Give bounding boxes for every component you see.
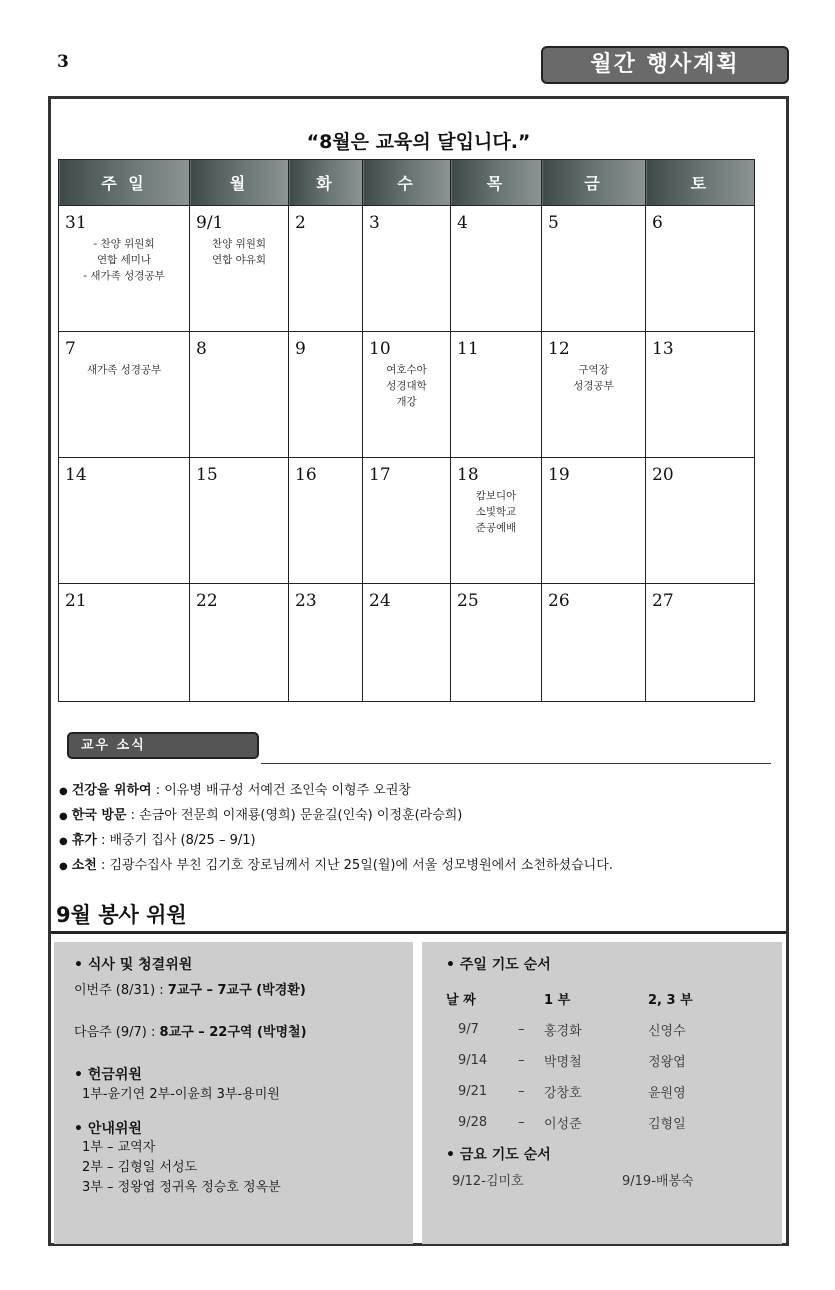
service-title: 9월 봉사 위원 xyxy=(56,903,187,927)
weekday-header: 토 xyxy=(646,160,755,206)
day-number: 24 xyxy=(369,591,391,611)
service-left-panel xyxy=(54,942,413,1244)
day-event: - 찬양 위원회 연합 세미나 - 새가족 성경공부 xyxy=(83,238,165,282)
day-number: 21 xyxy=(65,591,87,611)
day-number: 3 xyxy=(369,213,380,233)
calendar-day-cell xyxy=(542,332,646,458)
prayer-header-second: 2, 3 부 xyxy=(648,992,693,1008)
weekday-header: 주 일 xyxy=(59,160,190,206)
sunday-prayer-table xyxy=(446,982,748,1138)
prayer-row: 9/28 – 이성준 김형일 xyxy=(458,1115,686,1132)
day-number: 14 xyxy=(65,465,87,485)
prayer-row: 9/21 – 강창호 윤원영 xyxy=(458,1084,686,1101)
calendar-day-cell xyxy=(646,332,755,458)
day-number: 18 xyxy=(457,465,479,485)
sunday-prayer-title: • 주일 기도 순서 xyxy=(446,957,551,973)
prayer-row: 9/7 – 홍경화 신영수 xyxy=(458,1022,686,1039)
bullet-icon: ● xyxy=(59,786,68,797)
page-number: 3 xyxy=(57,52,69,72)
usher-line: 1부 – 교역자 xyxy=(82,1140,156,1155)
calendar-day-cell xyxy=(289,332,363,458)
news-item: ● 한국 방문 : 손금아 전문희 이재룡(영희) 문윤길(인숙) 이정훈(라승희) xyxy=(59,808,463,823)
bullet-icon: ● xyxy=(59,861,68,872)
calendar-day-cell xyxy=(190,458,289,584)
prayer-header-date: 날 짜 xyxy=(446,992,476,1008)
weekday-header: 화 xyxy=(289,160,363,206)
calendar-day-cell xyxy=(190,206,289,332)
calendar-day-cell xyxy=(59,458,190,584)
day-number: 31 xyxy=(65,213,87,233)
friday-prayer-title: • 금요 기도 순서 xyxy=(446,1147,551,1163)
calendar-day-cell xyxy=(451,584,542,702)
news-title: 교우 소식 xyxy=(67,732,259,759)
calendar-day-cell xyxy=(542,458,646,584)
calendar-week-row xyxy=(59,584,755,702)
calendar-day-cell xyxy=(646,584,755,702)
meal-next-week: 다음주 (9/7) : 8교구 – 22구역 (박명철) xyxy=(74,1025,307,1040)
news-divider xyxy=(261,763,771,764)
calendar-day-cell xyxy=(451,332,542,458)
weekday-header: 목 xyxy=(451,160,542,206)
calendar-day-cell xyxy=(190,584,289,702)
day-number: 16 xyxy=(295,465,317,485)
calendar-week-row xyxy=(59,206,755,332)
day-number: 23 xyxy=(295,591,317,611)
service-right-panel xyxy=(422,942,782,1244)
weekday-header-row xyxy=(59,160,755,206)
day-number: 12 xyxy=(548,339,570,359)
calendar-day-cell xyxy=(363,584,451,702)
day-event: 캄보디아 소빛학교 준공예배 xyxy=(475,490,517,534)
weekday-header: 수 xyxy=(363,160,451,206)
day-number: 27 xyxy=(652,591,674,611)
day-number: 19 xyxy=(548,465,570,485)
content-frame xyxy=(48,96,789,1246)
usher-line: 2부 – 김형일 서성도 xyxy=(82,1160,198,1175)
day-number: 10 xyxy=(369,339,391,359)
calendar-day-cell xyxy=(451,458,542,584)
day-number: 13 xyxy=(652,339,674,359)
calendar-week-row xyxy=(59,458,755,584)
day-event: 찬양 위원회 연합 야유회 xyxy=(211,238,267,266)
calendar-day-cell xyxy=(289,206,363,332)
calendar-day-cell xyxy=(542,584,646,702)
calendar-day-cell xyxy=(363,458,451,584)
day-number: 11 xyxy=(457,339,479,359)
calendar-week-row xyxy=(59,332,755,458)
day-number: 5 xyxy=(548,213,559,233)
day-number: 22 xyxy=(196,591,218,611)
news-item: ● 휴가 : 배중기 집사 (8/25 – 9/1) xyxy=(59,833,256,848)
calendar-day-cell xyxy=(289,458,363,584)
calendar-day-cell xyxy=(59,584,190,702)
news-list xyxy=(59,779,613,879)
day-number: 17 xyxy=(369,465,391,485)
weekday-header: 금 xyxy=(542,160,646,206)
month-title: “8월은 교육의 달입니다.” xyxy=(306,131,531,153)
day-number: 2 xyxy=(295,213,306,233)
usher-line: 3부 – 정왕엽 정귀옥 정승호 정옥분 xyxy=(82,1180,281,1195)
service-divider xyxy=(51,931,786,934)
day-number: 26 xyxy=(548,591,570,611)
calendar-day-cell xyxy=(646,206,755,332)
section-title: 월간 행사계획 xyxy=(541,46,789,84)
friday-prayer-item: 9/12-김미호 xyxy=(452,1174,524,1189)
friday-prayer-list xyxy=(446,1170,782,1189)
day-number: 20 xyxy=(652,465,674,485)
bullet-icon: ● xyxy=(59,836,68,847)
day-event: 구역장 성경공부 xyxy=(573,364,614,392)
day-event: 새가족 성경공부 xyxy=(86,364,162,376)
day-number: 25 xyxy=(457,591,479,611)
day-number: 4 xyxy=(457,213,468,233)
calendar-day-cell xyxy=(190,332,289,458)
day-number: 9 xyxy=(295,339,306,359)
news-item: ● 건강을 위하여 : 이유병 배규성 서예건 조인숙 이형주 오권창 xyxy=(59,783,411,798)
calendar-day-cell xyxy=(451,206,542,332)
meal-title: • 식사 및 청결위원 xyxy=(74,957,193,973)
usher-title: • 안내위원 xyxy=(74,1121,142,1137)
day-number: 15 xyxy=(196,465,218,485)
calendar-day-cell xyxy=(646,458,755,584)
weekday-header: 월 xyxy=(190,160,289,206)
news-item: ● 소천 : 김광수집사 부친 김기호 장로님께서 지난 25일(월)에 서울 성모병원에서 소천하셨습니다. xyxy=(59,858,613,873)
day-number: 7 xyxy=(65,339,76,359)
offering-title: • 헌금위원 xyxy=(74,1067,142,1083)
calendar-table xyxy=(58,159,755,702)
prayer-header-first: 1 부 xyxy=(544,992,571,1008)
calendar-day-cell xyxy=(59,206,190,332)
calendar-day-cell xyxy=(289,584,363,702)
prayer-row: 9/14 – 박명철 정왕엽 xyxy=(458,1053,686,1070)
offering-text: 1부-윤기연 2부-이윤희 3부-용미원 xyxy=(82,1087,280,1102)
friday-prayer-item: 9/19-배봉숙 xyxy=(622,1174,694,1189)
calendar-day-cell xyxy=(363,332,451,458)
meal-this-week: 이번주 (8/31) : 7교구 – 7교구 (박경환) xyxy=(74,983,306,998)
calendar-day-cell xyxy=(542,206,646,332)
day-number: 9/1 xyxy=(196,213,224,233)
day-number: 8 xyxy=(196,339,207,359)
bullet-icon: ● xyxy=(59,811,68,822)
calendar-day-cell xyxy=(363,206,451,332)
day-number: 6 xyxy=(652,213,663,233)
day-event: 여호수아 성경대학 개강 xyxy=(386,364,427,408)
calendar-day-cell xyxy=(59,332,190,458)
